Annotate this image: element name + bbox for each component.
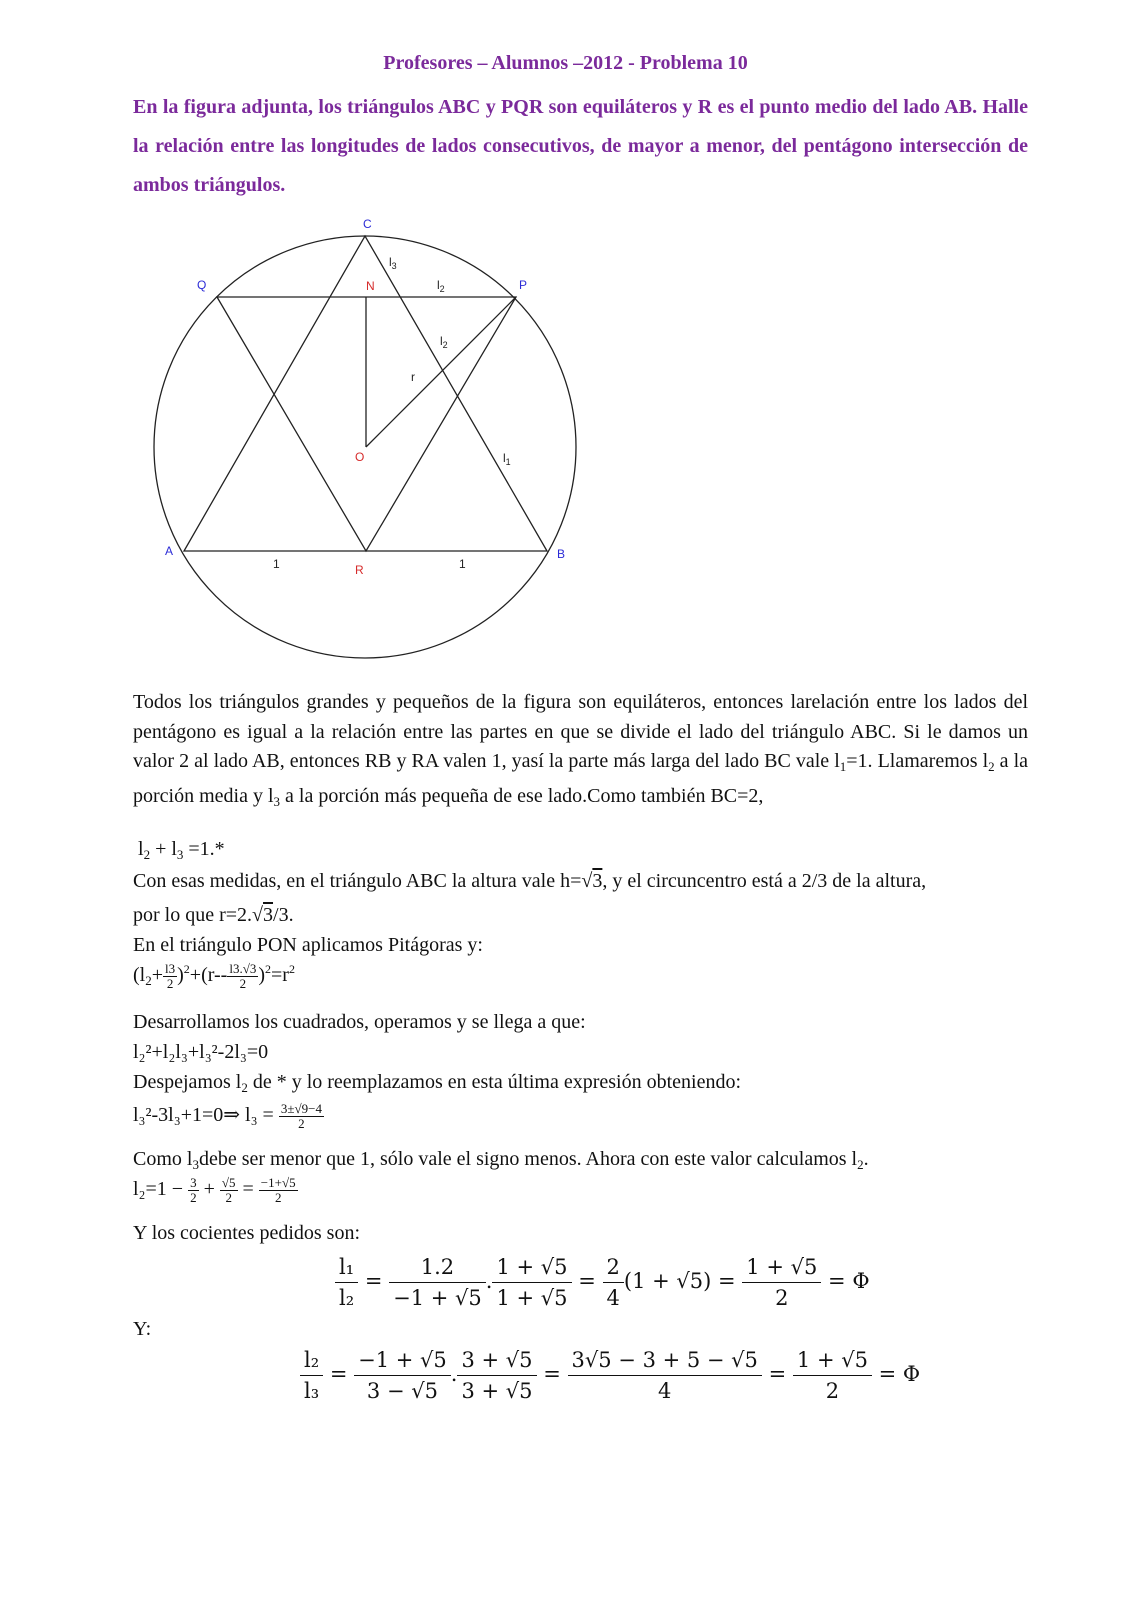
paragraph-intro: Todos los triángulos grandes y pequeños de la figura son equiláteros, entonces larelación entre los lados del pentágono es igual a la relación entre las partes en que se divide el lado del triángulo ABC. Si le damos un valor 2 al lado AB, entonces RB y RA valen 1, yasí la parte más larga del lado BC vale $l_1=1$. Llamaremos $l_2$ a la porción media y $l_3$ a la porción más pequeña de ese lado.Como también BC=2,	[133, 691, 1028, 809]
segment-label-l2-top: $l_2$	[437, 278, 445, 294]
equation-quadratic: l₃²-3l₃+1=0⇒ l₃ = $\frac{3\pm√9-4}{2}$	[133, 1101, 322, 1131]
equation-developed: l₂²+l₂l₃+l₃²-2l₃=0	[133, 1041, 269, 1063]
segment-label-l3: $l_3$	[389, 255, 397, 271]
paragraph-sign: Como $l_3debe$ ser menor que 1, sólo vale el signo menos. Ahora con este valor calculamos $l_2$.	[133, 1148, 869, 1172]
point-label-n: N	[366, 279, 375, 293]
paragraph-radius: por lo que r=2.√3/3.	[133, 904, 294, 926]
problem-statement: En la figura adjunta, los triángulos ABC y PQR son equiláteros y R es el punto medio del lado AB. Halle la relación entre las longitudes de lados consecutivos, de mayor a menor, del pentágono intersección de ambos triángulos.	[133, 96, 1028, 196]
point-label-b: B	[557, 547, 566, 561]
paragraph-quotients: Y los cocientes pedidos son:	[133, 1222, 361, 1244]
point-label-q: Q	[197, 278, 207, 292]
page-heading: Profesores – Alumnos –2012 - Problema 10	[383, 52, 748, 74]
paragraph-substitute: Despejamos $l_2$ de * y lo reemplazamos en esta última expresión obteniendo:	[133, 1071, 741, 1095]
segment-label-l1: $l_1$	[503, 451, 511, 467]
equation-ratio-l2-l3: $\frac{\text{l₂}}{\text{l₃}}$ = $\frac{-1 + √5}{3 - √5}$ . $\frac{3 + √5}{3 + √5}$ = $\frac{3√5 - 3 + 5 - √5}{4}$ = $\frac{1 + √5}{2}$ = Φ	[300, 1345, 920, 1406]
equation-ratio-l1-l2: $\frac{\text{l₁}}{\text{l₂}}$ = $\frac{1.2}{-1 + √5}$ . $\frac{1 + √5}{1 + √5}$ = $\frac{2}{4}$ (1 + √5) = $\frac{1 + √5}{2}$ = Φ	[335, 1252, 870, 1313]
point-label-c: C	[363, 217, 372, 231]
circumcircle	[154, 236, 576, 658]
segment-label-ar: 1	[273, 557, 280, 571]
segment-label-l2-side: $l_2$	[440, 334, 448, 350]
paragraph-height: Con esas medidas, en el triángulo ABC la altura vale h=√3, y el circuncentro está a 2/3 de la altura,	[133, 870, 927, 892]
equation-l2: l₂=1 − $\frac{3}{2}$ + $\frac{√5}{2}$ = $\frac{-1+√5}{2}$	[133, 1175, 296, 1205]
paragraph-develop: Desarrollamos los cuadrados, operamos y se llega a que:	[133, 1011, 586, 1033]
point-label-a: A	[165, 544, 174, 558]
geometry-figure	[0, 0, 1131, 680]
point-label-o: O	[355, 450, 365, 464]
segment-label-rb: 1	[459, 557, 466, 571]
label-y: Y:	[133, 1318, 152, 1340]
point-label-r: R	[355, 563, 364, 577]
paragraph-pythagoras: En el triángulo PON aplicamos Pitágoras y:	[133, 934, 483, 956]
segment-label-r: r	[411, 370, 415, 384]
equation-star: $l_2 + l_3 =1.*$	[138, 838, 225, 862]
point-label-p: P	[519, 278, 528, 292]
equation-pythagoras: ($l_2+$ $\frac{l3}{2}$ )$^2$+(r-- $\frac{l3.√3}{2}$ )$^2=r^2$	[133, 961, 295, 991]
